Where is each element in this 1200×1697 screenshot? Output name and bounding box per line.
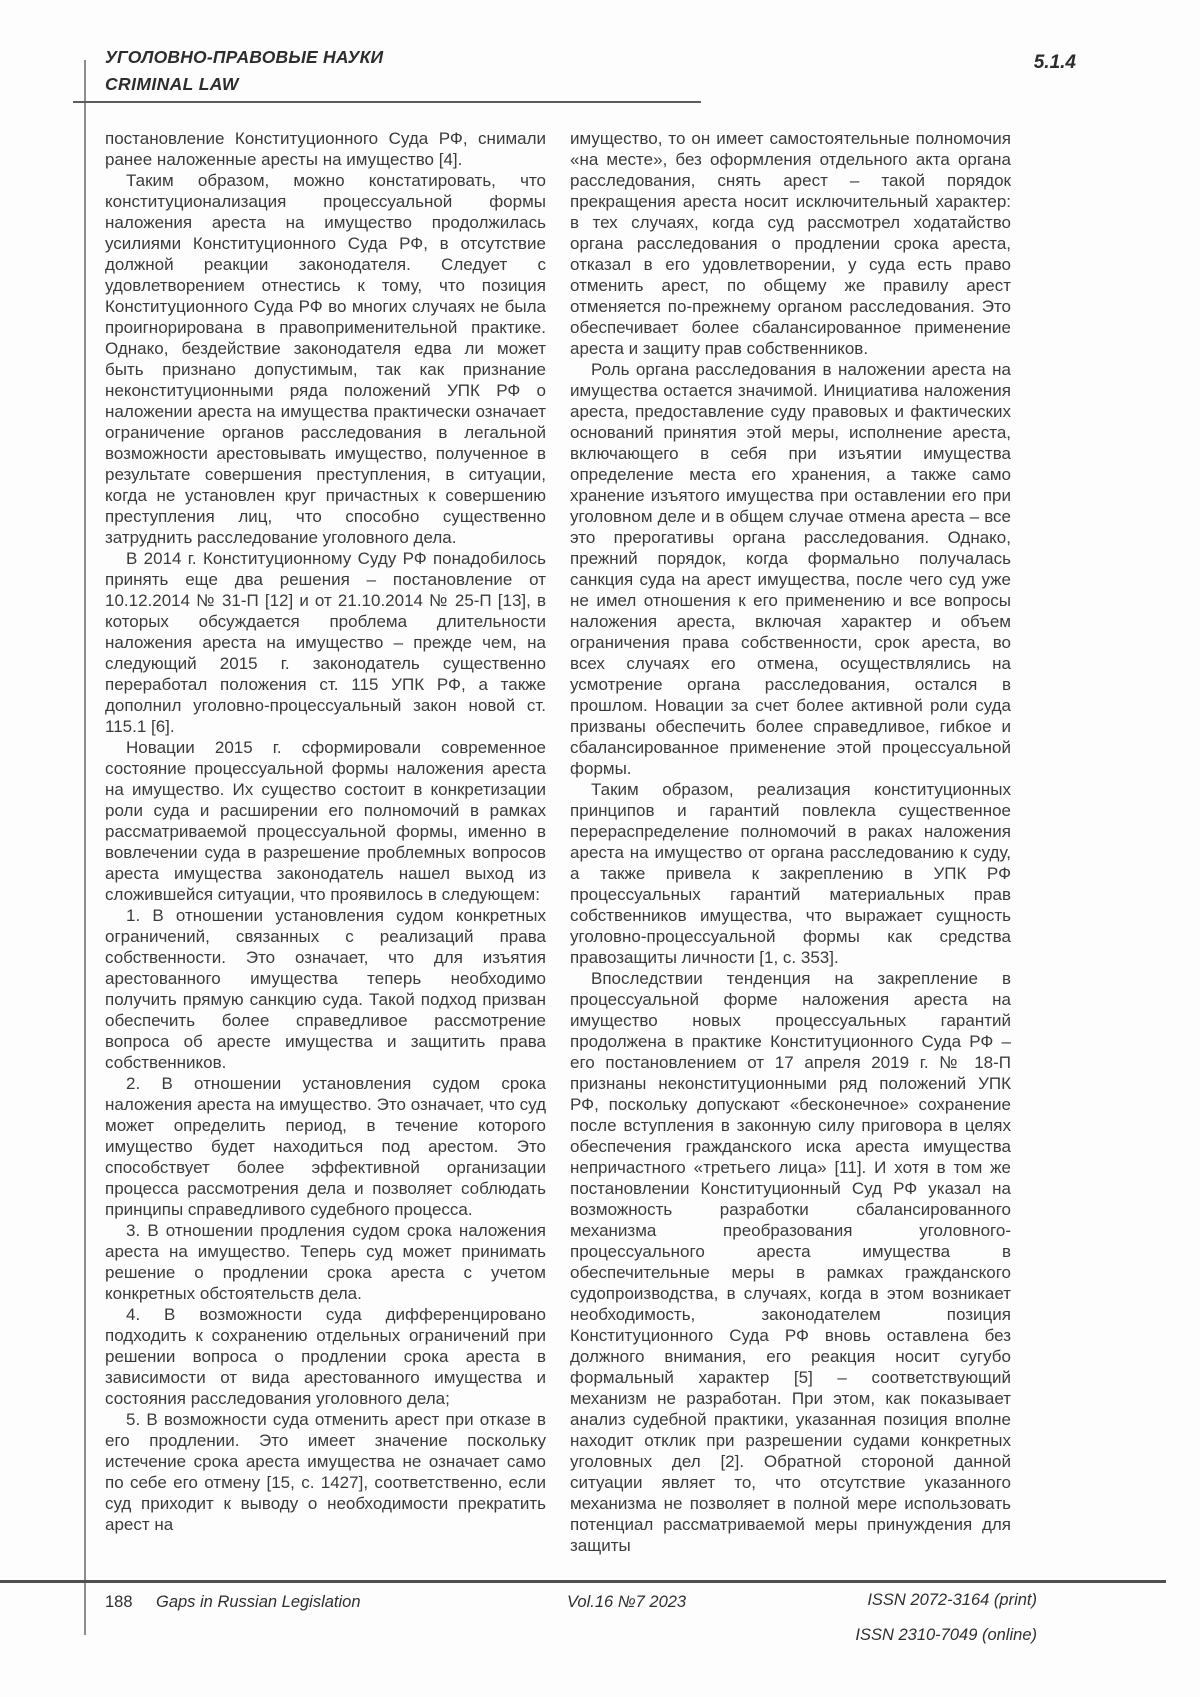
paragraph: В 2014 г. Конституционному Суду РФ понадобилось принять еще два решения – постановление от 10.12.2014 № 31-П [12] и от 21.10.2014 № 25-П [13], в которых обсуждается проблема длительности наложения ареста на имущество – прежде чем, на следующий 2015 г. законодатель существенно переработал положения ст. 115 УПК РФ, а также дополнил уголовно-процессуальный закон новой ст. 115.1 [6].: [105, 549, 546, 736]
paragraph: Таким образом, реализация конституционных принципов и гарантий повлекла существенное перераспределение полномочий в раках наложения ареста на имущество от органа расследованию к суду, а также привела к закреплению в УПК РФ процессуальных гарантий материальных прав собственников имущества, что выражает сущность уголовно-процессуальной формы как средства правозащиты личности [1, с. 353].: [570, 780, 1011, 967]
list-item-paragraph: 1. В отношении установления судом конкретных ограничений, связанных с реализаций права собственности. Это означает, что для изъятия арестованного имущества теперь необходимо получить прямую санкцию суда. Такой подход призван обеспечить более справедливое рассмотрение вопроса об аресте имущества и защитить права собственников.: [105, 906, 546, 1072]
paragraph: имущество, то он имеет самостоятельные полномочия «на месте», без оформления отдельного акта органа расследования, снять арест – такой порядок прекращения ареста носит исключительный характер: в тех случаях, когда суд рассмотрел ходатайство органа расследования о продлении срока ареста, отказал в его удовлетворении, у суда есть право отменить арест, по общему же правилу арест отменяется по-прежнему органом расследования. Это обеспечивает более сбалансированное применение ареста и защиту прав собственников.: [570, 129, 1011, 358]
article-right-column: [570, 128, 1011, 1556]
list-item-paragraph: 2. В отношении установления судом срока наложения ареста на имущество. Это означает, что суд может определить период, в течение которого имущество будет находиться под арестом. Это способствует более эффективной организации процесса рассмотрения дела и позволяет соблюдать принципы справедливого судебного процесса.: [105, 1074, 546, 1219]
paragraph: постановление Конституционного Суда РФ, снимали ранее наложенные аресты на имущество [4].: [105, 129, 546, 169]
paragraph: Новации 2015 г. сформировали современное состояние процессуальной формы наложения ареста на имущество. Их существо состоит в конкретизации роли суда и расширении его полномочий в рамках рассматриваемой процессуальной формы, именно в вовлечении суда в разрешение проблемных вопросов ареста имущества законодатель нашел выход из сложившейся ситуации, что проявилось в следующем:: [105, 738, 546, 904]
issue-info: Vol.16 №7 2023: [567, 1593, 687, 1611]
page-number: 188: [105, 1593, 133, 1611]
footer-divider: [0, 1580, 1166, 1583]
list-item-paragraph: 3. В отношении продления судом срока наложения ареста на имущество. Теперь суд может принимать решение о продлении срока ареста с учетом конкретных обстоятельств дела.: [105, 1221, 546, 1303]
paragraph: Таким образом, можно констатировать, что конституционализация процессуальной формы наложения ареста на имущество продолжилась усилиями Конституционного Суда РФ, в отсутствие должной реакции законодателя. Следует с удовлетворением отнестись к тому, что позиция Конституционного Суда РФ во многих случаях не была проигнорирована в правоприменительной практике. Однако, бездействие законодателя едва ли может быть признано допустимым, так как признание неконституционными ряда положений УПК РФ о наложении ареста на имущества практически означает ограничение органов расследования в легальной возможности арестовывать имущество, полученное в результате совершения преступления, в ситуации, когда не установлен круг причастных к совершению преступления лиц, что способно существенно затруднить расследование уголовного дела.: [105, 171, 546, 547]
paragraph: Впоследствии тенденция на закрепление в процессуальной форме наложения ареста на имущество новых процессуальных гарантий продолжена в практике Конституционного Суда РФ – его постановлением от 17 апреля 2019 г. № 18-П признаны неконституционными ряд положений УПК РФ, поскольку допускают «бесконечное» сохранение после вступления в законную силу приговора в целях обеспечения гражданского иска ареста имущества непричастного «третьего лица» [11]. И хотя в том же постановлении Конституционный Суд РФ указал на возможность разработки сбалансированного механизма преобразования уголовного-процессуального ареста имущества в обеспечительные меры в рамках гражданского судопроизводства, в случаях, когда в этом возникает необходимость, законодателем позиция Конституционного Суда РФ вновь оставлена без должного внимания, его реакция носит сугубо формальный характер [5] – соответствующий механизм не разработан. При этом, как показывает анализ судебной практики, указанная позиция вполне находит отклик при разрешении судами конкретных уголовных дел [2]. Обратной стороной данной ситуации являет то, что отсутствие указанного механизма не позволяет в полной мере использовать потенциал рассматриваемой меры принуждения для защиты: [570, 969, 1011, 1555]
list-item-paragraph: 4. В возможности суда дифференцировано подходить к сохранению отдельных ограничений при решении вопроса о продлении срока ареста в зависимости от вида арестованного имущества и состояния расследования уголовного дела;: [105, 1305, 546, 1408]
article-left-column: [105, 128, 546, 1535]
issn-online: ISSN 2310-7049 (online): [855, 1626, 1037, 1644]
journal-title: Gaps in Russian Legislation: [156, 1593, 361, 1611]
page-header: [105, 44, 383, 98]
left-margin-rule: [84, 60, 86, 1635]
list-item-paragraph: 5. В возможности суда отменить арест при отказе в его продлении. Это имеет значение поскольку истечение срока ареста имущества не означает само по себе его отмену [15, с. 1427], соответственно, если суд приходит к выводу о необходимости прекратить арест на: [105, 1410, 546, 1534]
section-title-en: CRIMINAL LAW: [105, 74, 239, 94]
section-code: 5.1.4: [1033, 52, 1076, 73]
paragraph: Роль органа расследования в наложении ареста на имущества остается значимой. Инициатива наложения ареста, предоставление суду правовых и фактических оснований принятия этой меры, исполнение ареста, включающего в себя при изъятии имущества определение места его хранения, а также само хранение изъятого имущества при оставлении его при уголовном деле и в общем случае отмена ареста – все это прерогативы органа расследования. Однако, прежний порядок, когда формально получалась санкция суда на арест имущества, после чего суд уже не имел отношения к его применению и все вопросы наложения ареста, включая характер и объем ограничения права собственности, срок ареста, во всех случаях его отмена, осуществлялись на усмотрение органа расследования, остался в прошлом. Новации за счет более активной роли суда призваны обеспечить более справедливое, гибкое и сбалансированное применение этой процессуальной формы.: [570, 360, 1011, 778]
issn-print: ISSN 2072-3164 (print): [867, 1591, 1037, 1609]
header-divider: [73, 101, 701, 103]
section-title-ru: УГОЛОВНО-ПРАВОВЫЕ НАУКИ: [105, 47, 384, 67]
